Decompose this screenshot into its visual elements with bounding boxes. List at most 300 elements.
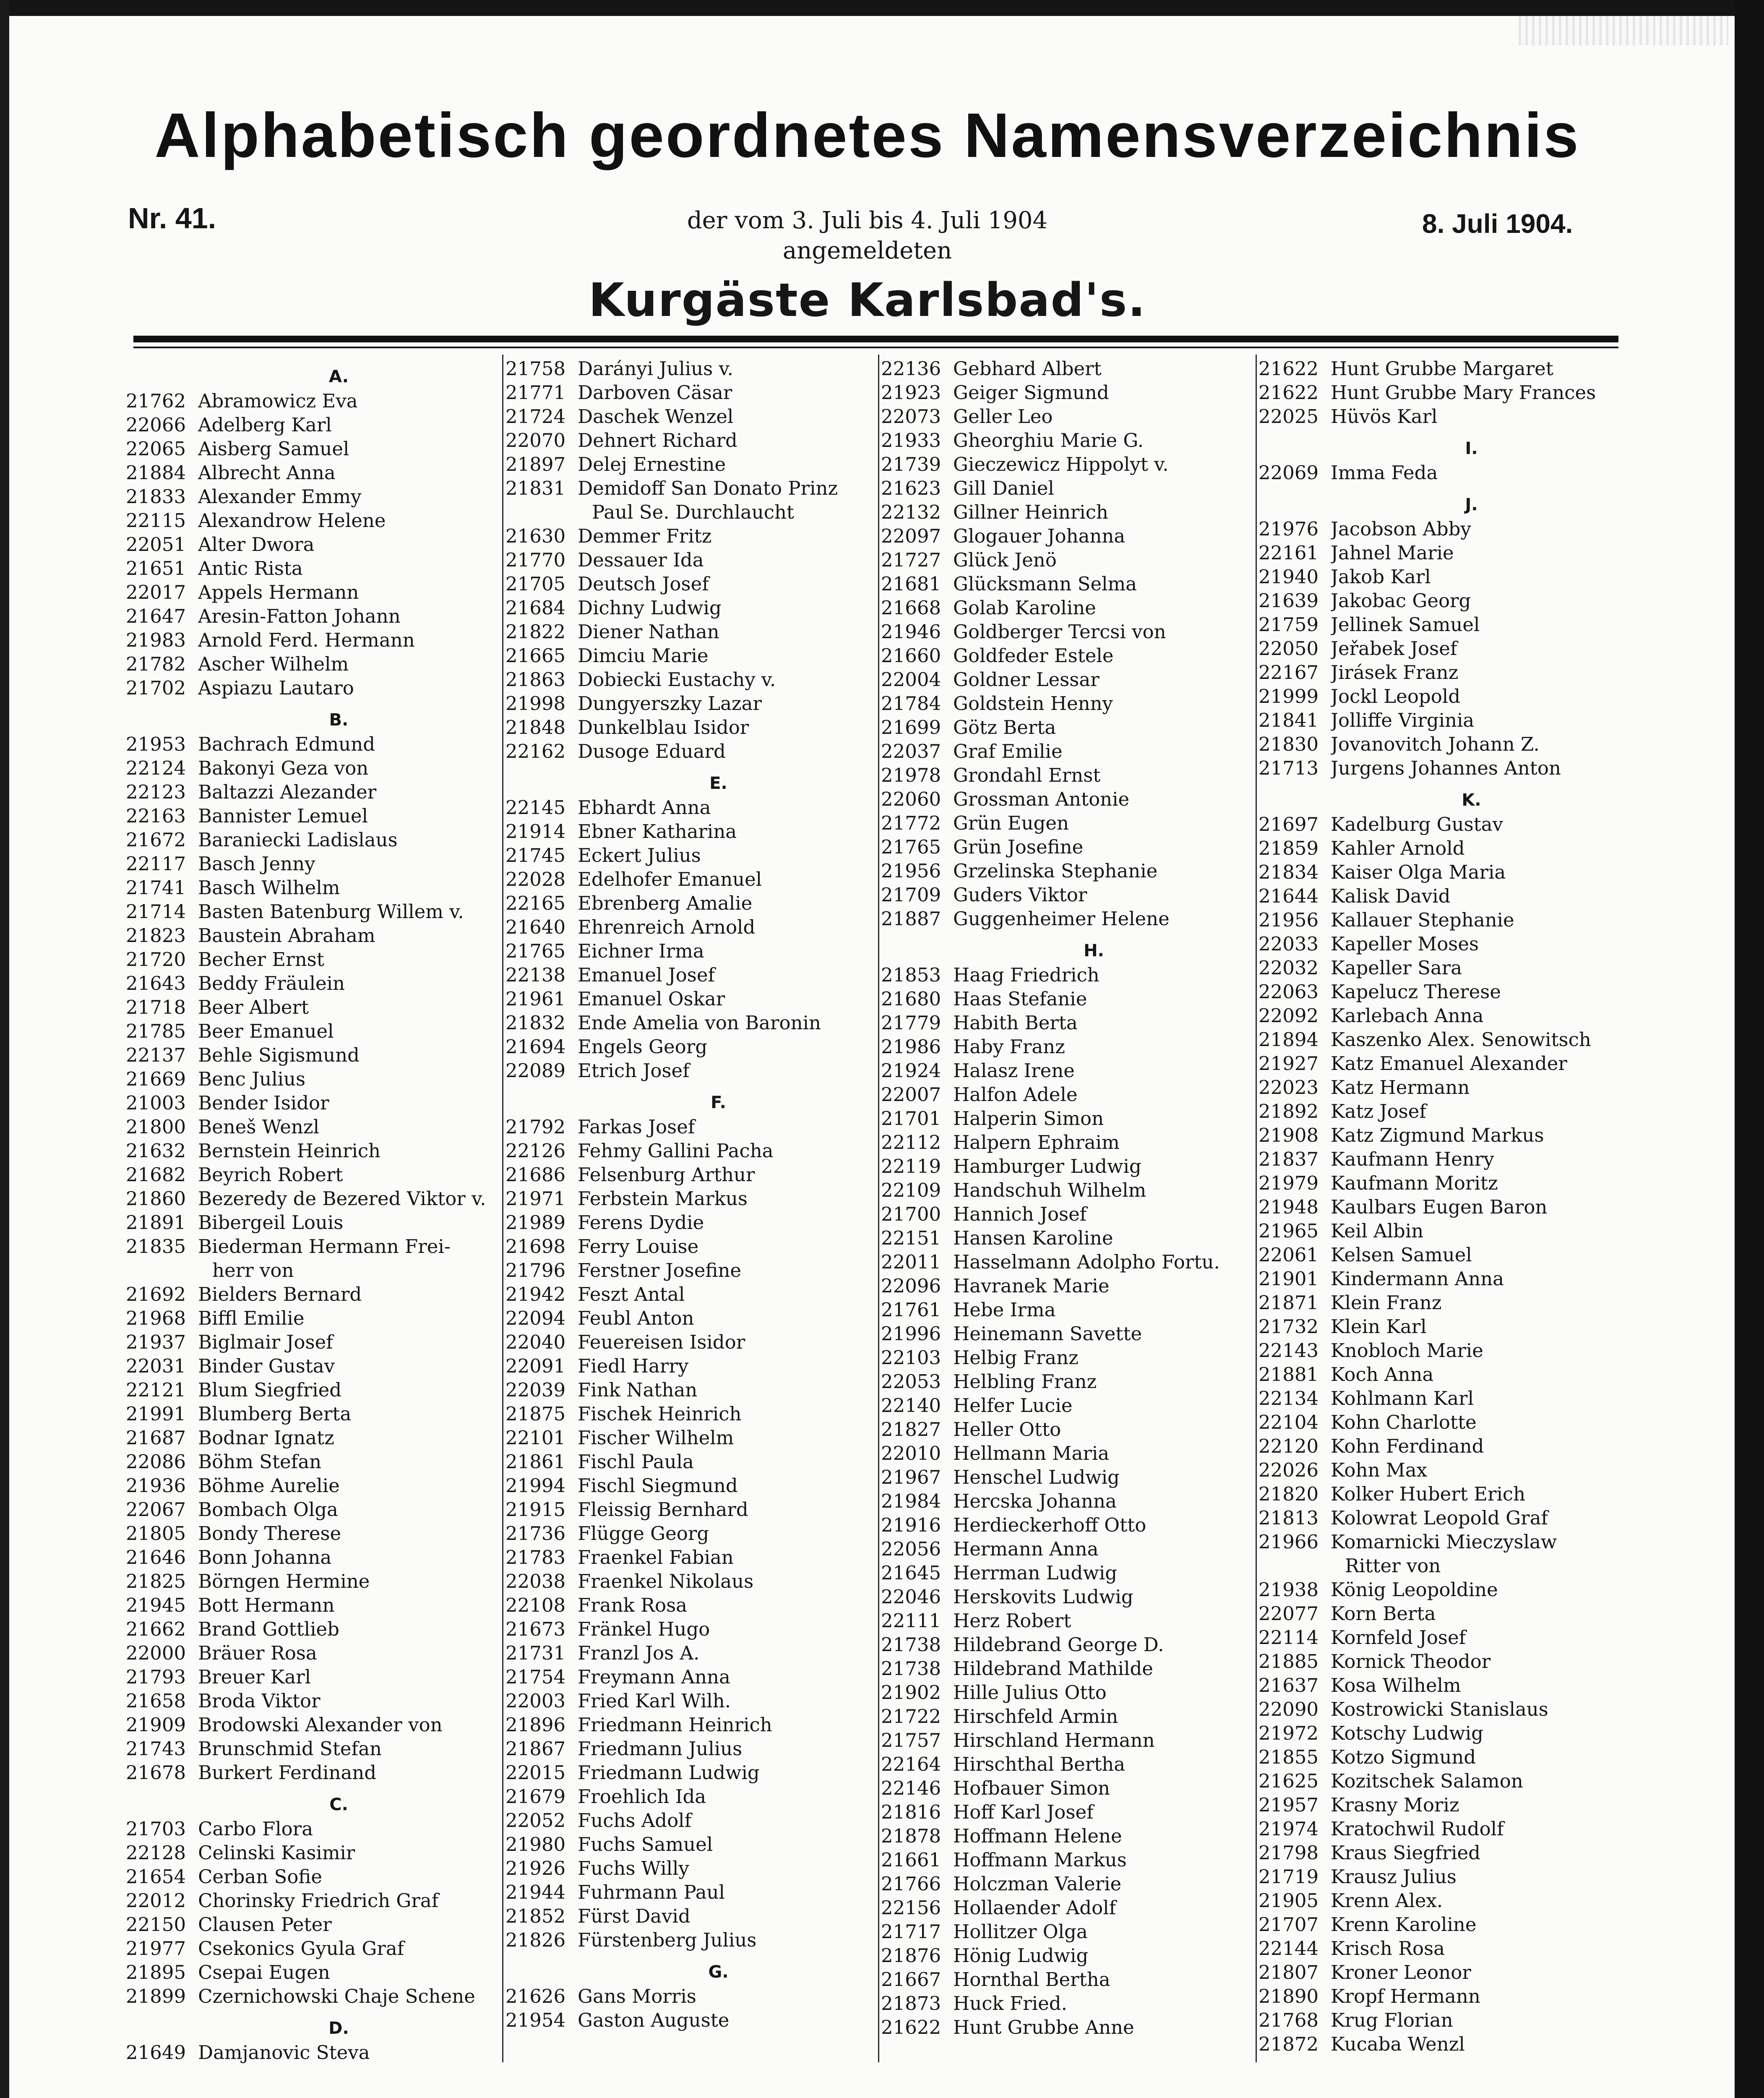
list-item [1259,1745,1634,1769]
list-item [126,1665,501,1689]
entry-name: Alter Dwora [198,533,315,556]
list-item [126,1984,501,2008]
subtitle-line-1: der vom 3. Juli bis 4. Juli 1904 [687,207,1048,234]
entry-number: 21717 [881,1921,941,1943]
list-item [505,1689,881,1713]
entry-name: Ferry Louise [578,1235,699,1258]
entry-number: 22161 [1259,542,1319,564]
entry-number: 21991 [126,1403,186,1425]
entry-name: Bannister Lemuel [198,805,368,827]
list-item [126,732,501,756]
entry-name: Glücksmann Selma [953,573,1137,595]
entry-name: Burkert Ferdinand [198,1761,377,1784]
entry-name: Binder Gustav [198,1355,335,1377]
list-item [1259,812,1634,836]
entry-name: Adelberg Karl [198,414,332,436]
entry-name: Kaufmann Henry [1331,1148,1494,1170]
entry-name: Eichner Irma [578,940,704,962]
entry-number: 21724 [505,405,566,428]
entry-name: Fiedl Harry [578,1355,689,1377]
entry-name: Böhme Aurelie [198,1474,340,1497]
entry-number: 21660 [881,645,941,667]
entry-number: 21994 [505,1474,566,1497]
entry-name: Kraus Siegfried [1331,1842,1480,1864]
entry-name: Chorinsky Friedrich Graf [198,1889,439,1912]
list-item [881,1083,1256,1106]
entry-number: 21926 [505,1857,566,1879]
entry-number: 21682 [126,1164,186,1186]
entry-name: Krasny Moriz [1331,1794,1459,1816]
entry-number: 22040 [505,1331,566,1353]
list-item [126,1450,501,1474]
list-item [505,1545,881,1569]
list-item [881,1704,1256,1728]
entry-name: Halperin Simon [953,1107,1104,1130]
list-item [505,1904,881,1928]
list-item [1259,1936,1634,1960]
entry-number: 21978 [881,764,941,786]
section-heading: Kurgäste Karlsbad's. [588,273,1146,327]
entry-name: Hasselmann Adolpho Fortu. [953,1251,1220,1273]
section-gap [1259,780,1634,788]
list-item [881,1393,1256,1417]
list-item [881,1752,1256,1776]
entry-name: Kaufmann Moritz [1331,1172,1498,1194]
entry-number: 21876 [881,1944,941,1967]
entry-name: Darboven Cäsar [578,381,732,404]
entry-name: Gans Morris [578,1985,696,2007]
list-item [505,1641,881,1665]
list-item [1259,1362,1634,1386]
entry-name: Hunt Grubbe Mary Frances [1331,381,1596,404]
entry-number: 21714 [126,900,186,923]
scan-border-top [0,0,1764,16]
entry-number: 21736 [505,1522,566,1545]
list-item [881,1561,1256,1585]
entry-number: 21863 [505,668,566,691]
entry-number: 22031 [126,1355,186,1377]
list-item [126,1545,501,1569]
entry-number: 22069 [1259,462,1319,484]
entry-number: 21694 [505,1036,566,1058]
list-item [505,1713,881,1737]
list-item [881,1130,1256,1154]
entry-name: Aresin-Fatton Johann [198,605,401,627]
entry-name: Kolker Hubert Erich [1331,1483,1526,1505]
entry-number: 22070 [505,429,566,451]
entry-name: Kohn Charlotte [1331,1411,1477,1433]
list-item [126,413,501,437]
list-item [881,1585,1256,1609]
entry-number: 21826 [505,1929,566,1951]
list-item [126,971,501,995]
entry-name: Handschuh Wilhelm [953,1179,1146,1201]
list-item [881,404,1256,428]
entry-number: 21665 [505,645,566,667]
name-column-4 [1259,357,1634,2056]
section-letter: D. [328,2019,349,2038]
entry-number: 22065 [126,438,186,460]
entry-name: Ferstner Josefine [578,1259,741,1281]
list-item [126,1019,501,1043]
list-item [1259,756,1634,780]
section-letter: K. [1462,791,1481,810]
list-item [1259,381,1634,404]
entry-number: 22111 [881,1610,941,1632]
list-item [1259,517,1634,541]
list-item [505,1258,881,1282]
entry-name: Fischl Paula [578,1451,694,1473]
entry-name: Kohlmann Karl [1331,1387,1474,1409]
entry-number: 22151 [881,1227,941,1249]
list-item [881,1298,1256,1322]
section-letter: A. [329,367,349,386]
entry-number: 21942 [505,1283,566,1305]
entry-number: 21827 [881,1418,941,1440]
entry-name: Böhm Stefan [198,1451,322,1473]
entry-name: Ebrenberg Amalie [578,892,753,914]
entry-name: Herz Robert [953,1610,1071,1632]
entry-name: Glück Jenö [953,549,1057,571]
list-item [126,1936,501,1960]
entry-number: 22143 [1259,1339,1319,1362]
entry-number: 21915 [505,1498,566,1521]
entry-name: Cerban Sofie [198,1866,323,1888]
list-item [881,1848,1256,1872]
list-item [881,1059,1256,1083]
list-item [1259,404,1634,428]
list-item [505,867,881,891]
entry-name: Demmer Fritz [578,525,712,547]
entry-number: 21637 [1259,1674,1319,1696]
list-item [1259,1099,1634,1123]
entry-name: Fuchs Adolf [578,1809,692,1832]
list-item [126,995,501,1019]
list-item [126,1115,501,1139]
entry-number: 22060 [881,788,941,810]
entry-number: 21796 [505,1259,566,1281]
entry-name: Hebe Irma [953,1299,1056,1321]
list-item [1259,1984,1634,2008]
entry-name: Guders Viktor [953,884,1087,906]
list-item [505,1498,881,1521]
list-item [1259,1626,1634,1649]
entry-number: 21719 [1259,1866,1319,1888]
entry-number: 21860 [126,1187,186,1210]
entry-number: 21766 [881,1873,941,1895]
entry-name: Basten Batenburg Willem v. [198,900,464,923]
list-item [126,1282,501,1306]
entry-number: 21881 [1259,1363,1319,1386]
list-item [505,963,881,987]
entry-number: 21622 [1259,381,1319,404]
list-item [1259,1458,1634,1482]
list-item [1259,589,1634,613]
entry-number: 21855 [1259,1746,1319,1768]
entry-number: 22138 [505,964,566,986]
list-item [1259,1769,1634,1793]
entry-number: 21938 [1259,1579,1319,1601]
header-rule-thick [133,336,1618,342]
list-item [881,1896,1256,1920]
entry-number: 21722 [881,1705,941,1727]
entry-name: König Leopoldine [1331,1579,1498,1601]
entry-name: Grossman Antonie [953,788,1130,810]
entry-name: Krenn Karoline [1331,1913,1477,1936]
entry-number: 21841 [1259,709,1319,731]
entry-name: Delej Ernestine [578,453,726,475]
entry-name: Jirásek Franz [1331,661,1459,684]
entry-name: Kohn Ferdinand [1331,1435,1484,1457]
entry-number: 21765 [881,836,941,858]
entry-number: 21684 [505,597,566,619]
section-gap [505,763,881,772]
entry-number: 21831 [505,477,566,499]
entry-name: Jurgens Johannes Anton [1331,757,1561,779]
entry-name: Fuchs Willy [578,1857,689,1879]
entry-name: Knobloch Marie [1331,1339,1483,1362]
list-item [505,1474,881,1498]
entry-name: Frank Rosa [578,1594,688,1616]
list-item [505,1115,881,1139]
list-item [1259,1410,1634,1434]
section-gap [126,2008,501,2017]
entry-name: Bombach Olga [198,1498,338,1521]
list-item [505,644,881,668]
list-item [126,1841,501,1865]
list-item [126,580,501,604]
entry-name: Kahler Arnold [1331,837,1465,859]
entry-number: 21861 [505,1451,566,1473]
list-item [1259,1960,1634,1984]
entry-number: 21873 [881,1992,941,2014]
list-item [881,1609,1256,1633]
section-gap [1259,428,1634,437]
list-item [1259,541,1634,565]
entry-name: Diener Nathan [578,621,719,643]
list-item [505,1832,881,1856]
entry-name: Hoffmann Helene [953,1825,1122,1847]
entry-number: 22120 [1259,1435,1319,1457]
entry-number: 21771 [505,381,566,404]
list-item [881,1513,1256,1537]
list-item [126,1330,501,1354]
entry-number: 22025 [1259,405,1319,428]
list-item [505,572,881,596]
list-item [126,1641,501,1665]
entry-number: 21699 [881,716,941,738]
name-column-1 [126,357,501,2064]
entry-number: 22109 [881,1179,941,1201]
entry-number: 21709 [881,884,941,906]
list-item [505,1402,881,1426]
scan-artifact [1519,16,1728,45]
entry-number: 22050 [1259,637,1319,660]
list-item [881,787,1256,811]
entry-number: 21673 [505,1618,566,1640]
list-item [505,1035,881,1059]
entry-name: Kucaba Wenzl [1331,2033,1465,2055]
entry-name: Dobiecki Eustachy v. [578,668,776,691]
list-item [505,1354,881,1378]
list-item [126,1163,501,1187]
list-item [1259,1123,1634,1147]
entry-number: 21984 [881,1490,941,1512]
entry-name: Felsenburg Arthur [578,1164,755,1186]
entry-number: 21782 [126,653,186,675]
section-letter: E. [709,774,727,793]
entry-number: 22124 [126,757,186,779]
list-item [505,1330,881,1354]
entry-name: Ehrenreich Arnold [578,916,756,938]
entry-number: 22119 [881,1155,941,1177]
section-gap [505,1083,881,1091]
list-item [126,1617,501,1641]
list-item [126,852,501,876]
entry-number: 21834 [1259,861,1319,883]
entry-name: Keil Albin [1331,1220,1424,1242]
entry-name: Fried Karl Wilh. [578,1690,731,1712]
entry-name: Alexander Emmy [198,485,362,508]
list-item [881,907,1256,931]
list-item [1259,1697,1634,1721]
entry-name: Hermann Anna [953,1538,1099,1560]
entry-name: Beddy Fräulein [198,972,345,994]
entry-number: 21761 [881,1299,941,1321]
list-item [881,835,1256,859]
entry-number: 21661 [881,1849,941,1871]
list-item [126,509,501,532]
entry-name: Fraenkel Nikolaus [578,1570,754,1592]
entry-name: Kropf Hermann [1331,1985,1480,2007]
entry-number: 21894 [1259,1028,1319,1051]
entry-number: 21703 [126,1818,186,1840]
list-item [1259,1028,1634,1052]
entry-name: Kolowrat Leopold Graf [1331,1507,1548,1529]
entry-number: 22033 [1259,933,1319,955]
list-item [126,556,501,580]
list-item [1259,932,1634,956]
entry-number: 21986 [881,1036,941,1058]
entry-number: 22114 [1259,1626,1319,1649]
list-item [126,652,501,676]
entry-name: Beer Emanuel [198,1020,334,1042]
entry-name: Hellmann Maria [953,1442,1110,1464]
list-item [505,891,881,915]
entry-number: 21892 [1259,1100,1319,1122]
list-item [505,1187,881,1211]
list-item [881,1322,1256,1346]
entry-name: Goldfeder Estele [953,645,1114,667]
list-item [881,883,1256,907]
entry-name: Helbig Franz [953,1346,1079,1369]
entry-name: Fischl Siegmund [578,1474,738,1497]
entry-name: Benc Julius [198,1068,306,1090]
entry-number: 21909 [126,1714,186,1736]
entry-number: 21916 [881,1514,941,1536]
entry-number: 21980 [505,1833,566,1855]
entry-number: 21622 [1259,357,1319,380]
section-gap [1259,485,1634,493]
list-item [126,1043,501,1067]
list-item [881,1274,1256,1298]
list-item [1259,1506,1634,1530]
list-item [881,1465,1256,1489]
entry-name: Bachrach Edmund [198,733,375,755]
entry-number: 21977 [126,1937,186,1960]
entry-name: Krug Florian [1331,2009,1453,2031]
entry-name: Fraenkel Fabian [578,1546,734,1568]
entry-name: Kindermann Anna [1331,1268,1504,1290]
list-item [126,1569,501,1593]
entry-name: Goldner Lessar [953,668,1100,691]
entry-name: Helfer Lucie [953,1394,1073,1417]
entry-number: 21899 [126,1985,186,2007]
entry-name: Behle Sigismund [198,1044,360,1066]
entry-name: Brodowski Alexander von [198,1714,443,1736]
entry-name: Jovanovitch Johann Z. [1331,733,1540,755]
entry-name: Kallauer Stephanie [1331,909,1514,931]
entry-name: Hannich Josef [953,1203,1087,1225]
section-gap [126,357,501,365]
list-item [126,676,501,700]
list-item [1259,1793,1634,1817]
list-item [881,1657,1256,1680]
entry-name: Geller Leo [953,405,1053,428]
list-item [1259,836,1634,860]
entry-number: 21651 [126,557,186,579]
entry-number: 21837 [1259,1148,1319,1170]
entry-name: Czernichowski Chaje Schene [198,1985,475,2007]
list-item [1259,1243,1634,1267]
entry-name: Habith Berta [953,1012,1078,1034]
entry-number: 22053 [881,1370,941,1393]
list-item [1259,1147,1634,1171]
entry-number: 21630 [505,525,566,547]
entry-name: Götz Berta [953,716,1056,738]
entry-name: Friedmann Ludwig [578,1761,760,1784]
entry-name: Fischer Wilhelm [578,1427,734,1449]
entry-number: 21895 [126,1961,186,1983]
list-item [881,1417,1256,1441]
entry-number: 21679 [505,1785,566,1808]
entry-name: Hille Julius Otto [953,1681,1107,1704]
entry-number: 21974 [1259,1818,1319,1840]
list-item [126,1091,501,1115]
entry-name: Fink Nathan [578,1379,698,1401]
list-item [1259,1482,1634,1506]
entry-name: Aspiazu Lautaro [198,677,354,699]
list-item [881,1944,1256,1968]
list-item [505,381,881,404]
entry-number: 21678 [126,1761,186,1784]
entry-name: Deutsch Josef [578,573,709,595]
entry-name: Carbo Flora [198,1818,313,1840]
entry-number: 21807 [1259,1961,1319,1983]
entry-number: 22011 [881,1251,941,1273]
list-item [1259,461,1634,485]
entry-name: Brunschmid Stefan [198,1738,382,1760]
entry-number: 21816 [881,1801,941,1823]
entry-name: Kornick Theodor [1331,1650,1491,1673]
entry-number: 22162 [505,740,566,762]
entry-name: Daschek Wenzel [578,405,734,428]
entry-number: 22136 [881,357,941,380]
list-item [505,524,881,548]
list-item [126,485,501,509]
entry-number: 21687 [126,1427,186,1449]
list-item [505,1011,881,1035]
